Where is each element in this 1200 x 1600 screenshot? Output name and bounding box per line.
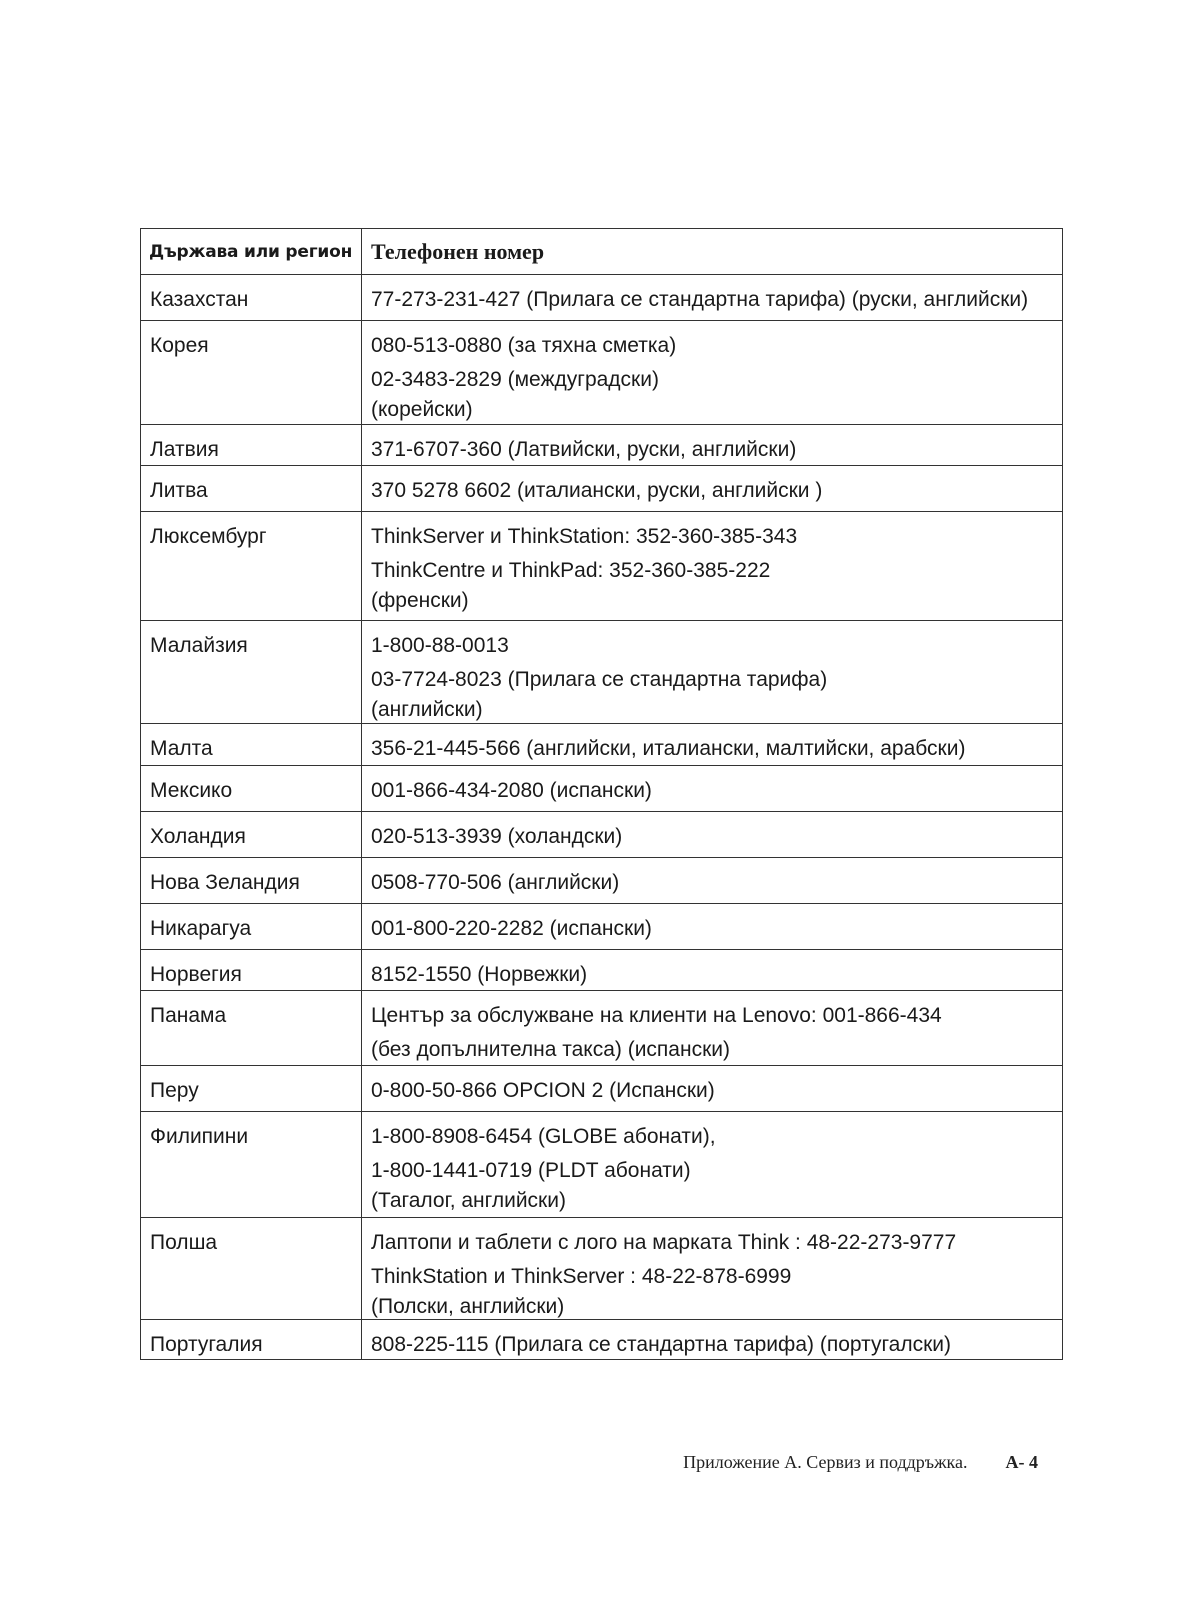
country-cell: Нова Зеландия [141,858,362,904]
phone-cell [362,466,1063,512]
phone-line: (английски) [371,698,483,721]
country-cell: Литва [141,466,362,512]
phone-line: Лаптопи и таблети с лого на марката Think : 48-22-273-9777 [371,1231,957,1254]
phone-line: (корейски) [371,398,473,421]
phone-cell [362,1320,1063,1360]
phone-cell [362,621,1063,724]
table-row [141,991,1063,1066]
phone-line: 77-273-231-427 (Прилага се стандартна тарифа) (руски, английски) [371,288,1029,311]
country-cell: Норвегия [141,950,362,991]
country-cell: Перу [141,1066,362,1112]
phone-line: 371-6707-360 (Латвийски, руски, английски) [371,438,797,461]
phone-line: Център за обслужване на клиенти на Lenovo: 001-866-434 [371,1004,942,1027]
table-row [141,950,1063,991]
phone-cell [362,991,1063,1066]
phone-line: 0-800-50-866 OPCION 2 (Испански) [371,1079,715,1102]
phone-line: 356-21-445-566 (английски, италиански, малтийски, арабски) [371,737,966,760]
table-row [141,812,1063,858]
phone-line: 03-7724-8023 (Прилага се стандартна тарифа) [371,668,828,691]
phone-line: (Тагалог, английски) [371,1189,566,1212]
phone-cell [362,1066,1063,1112]
country-cell: Малта [141,724,362,766]
phone-line: 1-800-88-0013 [371,634,509,657]
country-cell: Казахстан [141,275,362,321]
phone-line: ThinkStation и ThinkServer : 48-22-878-6999 [371,1265,792,1288]
phone-cell [362,724,1063,766]
country-cell: Корея [141,321,362,425]
country-cell: Панама [141,991,362,1066]
phone-line: 001-800-220-2282 (испански) [371,917,652,940]
phone-line: 0508-770-506 (английски) [371,871,620,894]
phone-line: 02-3483-2829 (междуградски) [371,368,659,391]
country-cell: Холандия [141,812,362,858]
phone-line: 808-225-115 (Прилага се стандартна тарифа) (португалски) [371,1333,951,1356]
phone-line: ThinkCentre и ThinkPad: 352-360-385-222 [371,559,771,582]
phone-line: 020-513-3939 (холандски) [371,825,623,848]
table-row [141,512,1063,621]
country-cell: Мексико [141,766,362,812]
table-row [141,904,1063,950]
header-country: Държава или регион [141,229,362,275]
country-cell: Никарагуа [141,904,362,950]
footer-section-title: Приложение А. Сервиз и поддръжка. [683,1452,968,1472]
phone-cell [362,904,1063,950]
phone-cell [362,1218,1063,1320]
phone-cell [362,812,1063,858]
phone-line: (френски) [371,589,469,612]
country-cell: Латвия [141,425,362,466]
country-cell: Филипини [141,1112,362,1218]
phone-line: 1-800-8908-6454 (GLOBE абонати), [371,1125,716,1148]
header-phone: Телефонен номер [362,229,1063,275]
table-row [141,1218,1063,1320]
table-row [141,425,1063,466]
phone-line: 1-800-1441-0719 (PLDT абонати) [371,1159,691,1182]
country-cell: Люксембург [141,512,362,621]
phone-line: (без допълнителна такса) (испански) [371,1038,730,1061]
table-header-row [141,229,1063,275]
table-row [141,275,1063,321]
support-phone-table [140,228,1063,1360]
phone-line: 8152-1550 (Норвежки) [371,963,588,986]
phone-cell [362,512,1063,621]
country-cell: Полша [141,1218,362,1320]
phone-line: (Полски, английски) [371,1295,565,1318]
phone-cell [362,858,1063,904]
phone-cell [362,425,1063,466]
phone-line: ThinkServer и ThinkStation: 352-360-385-343 [371,525,798,548]
phone-cell [362,950,1063,991]
page-number: А- 4 [1005,1452,1038,1472]
table-row [141,1112,1063,1218]
phone-line: 080-513-0880 (за тяхна сметка) [371,334,677,357]
table-body [141,275,1063,1360]
page-footer [683,1452,1038,1473]
table-row [141,858,1063,904]
country-cell: Португалия [141,1320,362,1360]
table-row [141,321,1063,425]
phone-cell [362,321,1063,425]
phone-cell [362,275,1063,321]
table-row [141,1066,1063,1112]
table-row [141,466,1063,512]
table-row [141,766,1063,812]
phone-cell [362,1112,1063,1218]
phone-line: 001-866-434-2080 (испански) [371,779,652,802]
phone-line: 370 5278 6602 (италиански, руски, английски ) [371,479,823,502]
phone-cell [362,766,1063,812]
table-row [141,724,1063,766]
country-cell: Малайзия [141,621,362,724]
table-row [141,621,1063,724]
table-row [141,1320,1063,1360]
